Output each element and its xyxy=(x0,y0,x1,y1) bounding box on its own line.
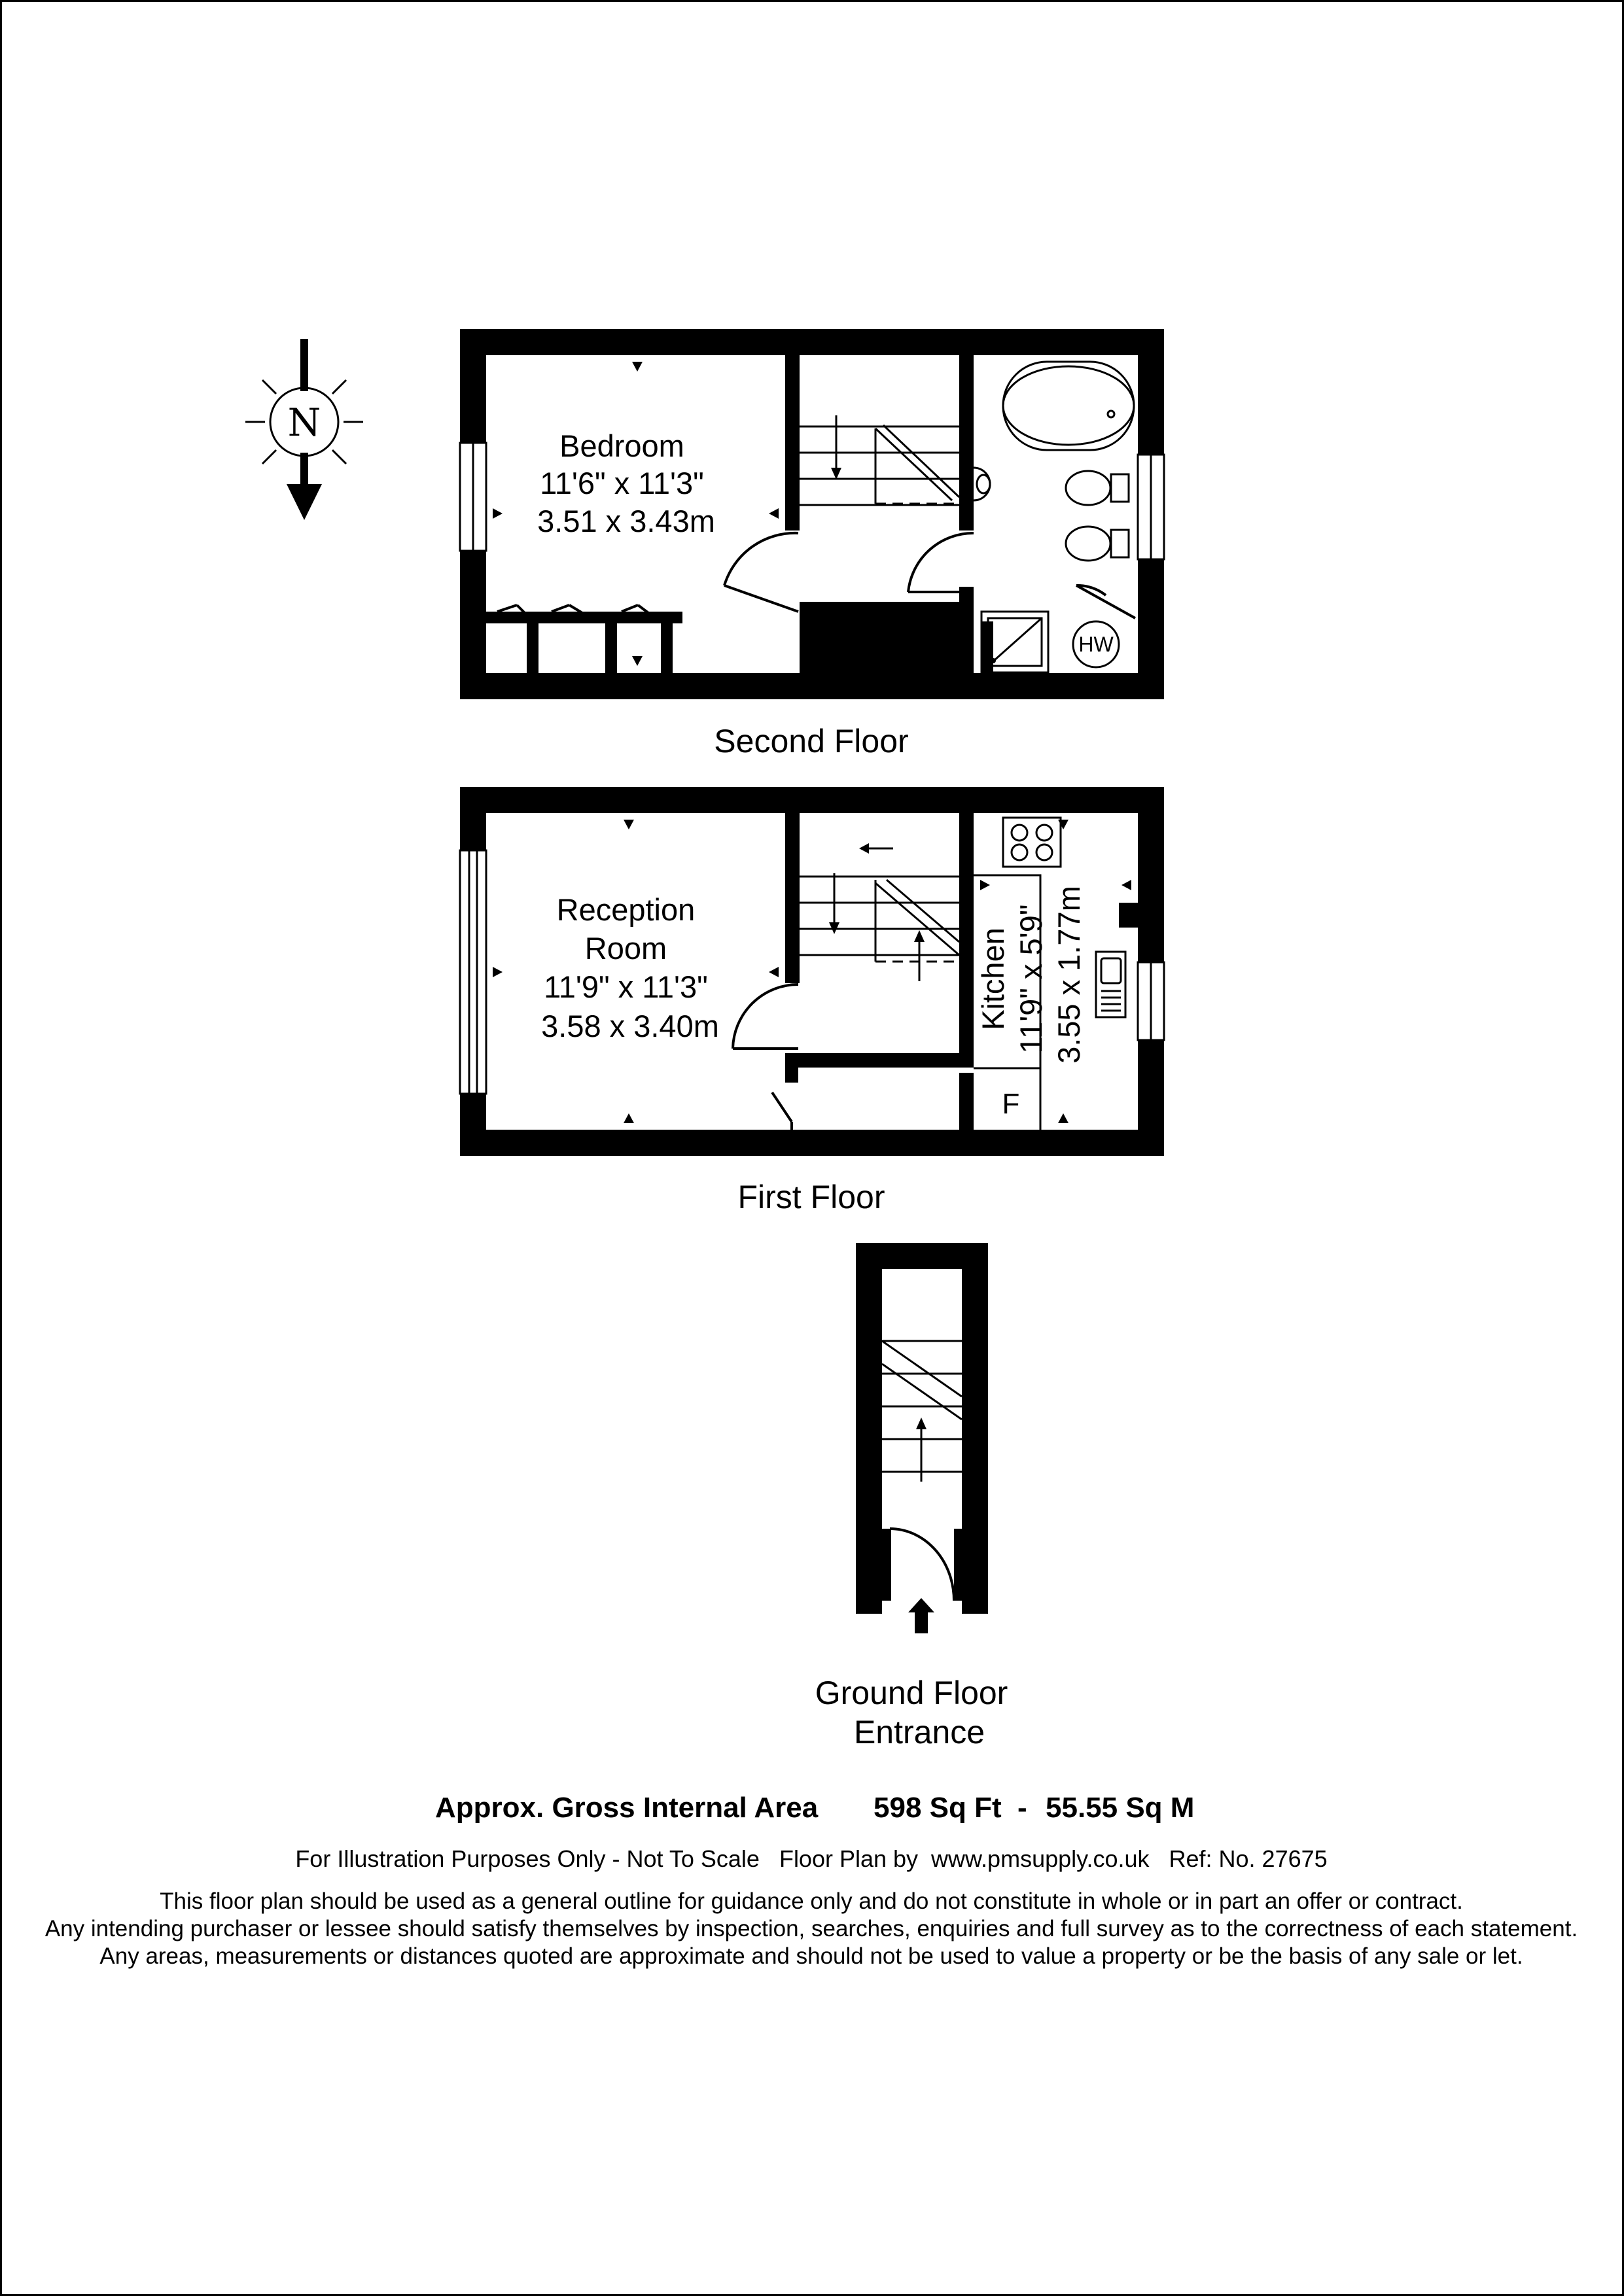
second-floor-label: Second Floor xyxy=(714,723,909,759)
kitchen-metric: 3.55 x 1.77m xyxy=(1051,886,1086,1064)
ground-floor-name: Ground Floor xyxy=(815,1675,1008,1711)
ground-floor-plan xyxy=(815,1243,1017,1750)
reception-metric: 3.58 x 3.40m xyxy=(541,1009,719,1043)
fridge-label: F xyxy=(1002,1088,1020,1120)
kitchen-imperial: 11'9" x 5'9" xyxy=(1014,904,1048,1054)
hot-water-cylinder-label: HW xyxy=(1078,633,1114,656)
area-separator: - xyxy=(1017,1792,1027,1824)
reception-name-line1: Reception xyxy=(556,892,696,927)
second-floor-plan xyxy=(460,329,1164,759)
ground-floor-label xyxy=(815,1675,1017,1750)
north-compass-icon xyxy=(245,339,363,520)
area-label: Approx. Gross Internal Area xyxy=(435,1792,819,1824)
reception-room-label xyxy=(541,892,719,1043)
ground-floor-entrance: Entrance xyxy=(853,1714,985,1750)
first-floor-plan xyxy=(460,787,1164,1215)
disclaimer-line-3: Any areas, measurements or distances quoted are approximate and should not be used to value a property or be the basis of any sale or let. xyxy=(99,1943,1523,1969)
reception-name-line2: Room xyxy=(584,931,667,965)
bedroom-imperial: 11'6" x 11'3" xyxy=(540,466,704,500)
area-sqm: 55.55 Sq M xyxy=(1046,1792,1195,1824)
kitchen-label xyxy=(976,886,1086,1064)
kitchen-name: Kitchen xyxy=(976,928,1010,1030)
compass-letter: N xyxy=(287,400,321,445)
bedroom-metric: 3.51 x 3.43m xyxy=(537,504,715,538)
entrance-arrow-icon xyxy=(908,1598,934,1633)
area-sqft: 598 Sq Ft xyxy=(874,1792,1002,1824)
footer xyxy=(45,1792,1578,1969)
bedroom-name: Bedroom xyxy=(559,428,684,463)
illustration-note: For Illustration Purposes Only - Not To Scale Floor Plan by www.pmsupply.co.uk Ref: No. 27675 xyxy=(295,1845,1328,1872)
reception-imperial: 11'9" x 11'3" xyxy=(544,969,708,1004)
disclaimer-line-1: This floor plan should be used as a general outline for guidance only and do not constitute in whole or in part an offer or contract. xyxy=(160,1888,1463,1914)
first-floor-label: First Floor xyxy=(737,1179,885,1215)
bedroom-label xyxy=(537,428,715,538)
disclaimer-line-2: Any intending purchaser or lessee should satisfy themselves by inspection, searches, enquiries and full survey as to the correctness of each statement. xyxy=(44,1916,1578,1941)
